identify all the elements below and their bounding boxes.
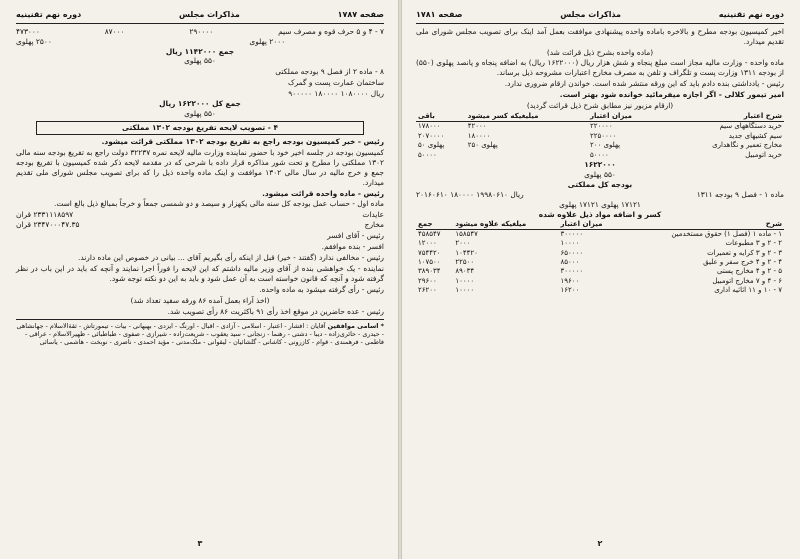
table-cell: ۸۹۰۳۴	[455, 267, 475, 276]
item-value-c: ۴۷۳۰۰۰	[16, 26, 40, 36]
column-header: میزان اعتبار	[559, 220, 623, 230]
table-cell: ۱۰۰۰۰	[455, 286, 475, 295]
left-session-label: دوره نهم تقنینیه	[16, 10, 82, 19]
right-session-label: دوره نهم تقنینیه	[718, 10, 784, 19]
table-row	[416, 132, 784, 141]
table-row	[416, 239, 784, 248]
table-cell: ۵ - ۲ و ۴ مخارج پستی	[716, 267, 782, 276]
grand-total-pahlavi: ۵۵۰ پهلوی	[184, 109, 216, 119]
table-header-row	[416, 112, 784, 122]
table-cell: ۱۸۰۰۰۰	[467, 131, 491, 140]
table-cell: ۳ - ۲ و ۳ کرایه و تعمیرات	[707, 248, 782, 257]
table-cell: ۲۲۰۰۰۰	[590, 122, 613, 131]
table-total-pahlavi: ۵۵۰ پهلوی	[584, 169, 616, 179]
column-header: شرح	[623, 220, 784, 230]
paragraph: (ماده واحده بشرح ذیل قرائت شد)	[546, 47, 654, 57]
paragraph: امیر تیمور کلالی - اگر اجازه میفرمائید خوانده شود بهتر است.	[559, 90, 784, 100]
column-header: میلیغیکه کسر میشود	[466, 112, 588, 122]
revenue-label: عایدات	[362, 210, 384, 220]
table-cell: ۴۵۸۵۴۷	[418, 229, 441, 238]
table-cell: خرید اتومبیل	[745, 150, 782, 159]
debate-line: رئیس - عده حاضرین در موقع اخذ رأی ۹۱ باکثریت ۸۶ رأی تصویب شد.	[167, 306, 384, 316]
table-cell: ۱۰۷۵۰۰	[418, 258, 441, 266]
debate-line: رئیس - رأی گرفته میشود به ماده واحده.	[259, 284, 384, 294]
table-row	[416, 151, 784, 160]
table-cell: ۳۰۰۰۰۰	[560, 229, 584, 238]
left-item-row	[16, 27, 384, 37]
item-value-c: ۲۵۰۰ پهلوی	[16, 36, 52, 46]
table-cell: ۲۰۷۰۰۰۰	[418, 131, 445, 140]
expense-value: ۲۳۴۷۰۰۰۴۷.۳۵ قران	[16, 220, 80, 230]
paragraph: رئیس - خبر کمیسیون بودجه راجع به تفریغ بودجه ۱۳۰۲ مملکتی قرائت میشود.	[101, 136, 384, 146]
table-row	[416, 249, 784, 258]
table-cell: ۴ - ۲ و ۴ خرج سفر و علیق	[703, 258, 782, 266]
right-page-number-label: صفحه ۱۷۸۱	[416, 10, 463, 19]
table2-title: کسر و اضافه مواد ذیل علاوه شده	[538, 209, 662, 219]
table-cell: ۲۲۵۰۰	[455, 258, 475, 266]
paragraph: اخیر کمیسیون بودجه مطرح و بالاخره باماده واحده پیشنهادی موافقت بعمل آمد اینک برای تصویب مجلس شورای ملی تقدیم میدارد.	[416, 26, 784, 46]
debate-line: (اخذ آراء بعمل آمده ۸۶ ورقه سفید تعداد شد)	[130, 295, 270, 305]
divider	[16, 319, 384, 320]
debate-line: رئیس - مخالفی ندارد (گفتند - خیر) قبل از اینکه رأی بگیریم آقای ... بیانی در خصوص این ماده دارند.	[78, 253, 384, 263]
table-cell: ۶ - ۴ و ۷ مخارج اتومبیل	[712, 276, 782, 285]
table-cell: ۱۰۴۴۲۰	[455, 248, 478, 257]
table-cell: ۲۵۰ پهلوی	[467, 141, 498, 150]
section-8-values: ۹۰۰۰۰۰ ۱۸۰۰۰۰ ۱۰۸۰۰۰۰ ریال	[288, 89, 384, 99]
debate-line: نماینده - یک خواهشی بنده از آقای وزیر مالیه داشتم که این لایحه را فوراً اجرا نمایند و آنچه که باید در این باب در نظر گرفته شود و آنچه که قانون خواسته است به آن عمل شود و باید به این دو نکته توجه شود.	[16, 264, 384, 283]
item-value-a: ۲۰۰۰ پهلوی	[249, 36, 286, 46]
table-row	[416, 122, 784, 132]
table-row	[416, 141, 784, 150]
table-cell: ۸۵۰۰۰	[560, 258, 580, 266]
paragraph: رئیس - یادداشتی بنده دادم باید که این ورقه منتشر شده است. خواندن ارقام ضروری ندارد.	[504, 79, 784, 89]
section-8-values-row	[16, 89, 384, 99]
table-cell: مخارج تعمیر و نگاهداری	[712, 141, 782, 150]
table-cell: ۱۶۲۰۰	[560, 286, 580, 295]
paragraph: رئیس - ماده واحده قرائت میشود.	[262, 188, 384, 198]
table-cell: ۱۲۰۰۰	[418, 239, 437, 248]
expense-row	[16, 220, 384, 230]
table-cell: خرید دستگاههای سیم	[719, 122, 782, 131]
left-item-row	[16, 37, 384, 47]
debate-line: رئیس - آقای افسر	[327, 231, 384, 241]
table-cell: ۱۰۰۰۰	[560, 239, 580, 248]
supporters-list	[16, 322, 384, 347]
table-cell: ۴۲۰۰۰	[467, 122, 487, 131]
right-page-title: مذاکرات مجلس	[560, 10, 622, 19]
right-page	[406, 6, 794, 554]
budget-pahlavi: ۱۷۱۲۱ پهلوی ۱۷۱۲۱ پهلوی	[559, 199, 641, 209]
table-cell: ۱ - ماده ۱ (فصل ۱) حقوق مستخدمین	[671, 229, 782, 238]
table-cell: ۶۵۰۰۰۰	[560, 248, 584, 257]
left-page-number-label: صفحه ۱۷۸۷	[337, 10, 384, 19]
expense-label: مخارج	[364, 220, 384, 230]
section-heading-box: ۴ - تصویب لایحه تفریغ بودجه ۱۳۰۲ مملکتی	[36, 121, 364, 135]
table-cell: ۲۲۵۰۰۰۰	[590, 131, 617, 140]
budget-values: ۲۰۱۶۰۶۱۰ ۱۸۰۰۰۰ ۱۹۹۸۰۶۱۰ ریال	[416, 189, 524, 199]
right-page-footer-number: ۲	[597, 539, 603, 549]
table-cell: ۷ - ۱۰ و ۱۱ اثاثیه اداری	[714, 286, 782, 295]
additions-table	[416, 220, 784, 296]
page-gutter	[398, 0, 402, 559]
table-cell: ۱۹۶۰۰	[560, 276, 580, 285]
supporters-title: * اسامی موافقین	[327, 321, 384, 330]
table-cell: ۷۵۴۴۲۰	[418, 248, 441, 257]
table-row	[416, 277, 784, 286]
sum-line: جمع ۱۱۴۲۰۰۰ ریال	[165, 46, 235, 56]
left-page-title: مذاکرات مجلس	[179, 10, 240, 19]
table-cell: ۲۹۶۰۰	[418, 276, 437, 285]
column-header: باقی	[416, 112, 466, 122]
left-page-header	[16, 10, 384, 24]
table-cell: ۱۷۸۰۰۰	[418, 122, 441, 131]
grand-total: جمع کل ۱۶۲۲۰۰۰ ریال	[159, 99, 241, 109]
sum-line-pahlavi: ۵۵۰ پهلوی	[184, 56, 216, 66]
table-cell: ۲۶۲۰۰	[418, 286, 437, 295]
right-page-header	[416, 10, 784, 24]
table-cell	[466, 151, 588, 160]
paragraph: (ارقام مزبور نیز مطابق شرح ذیل قرائت گردید)	[526, 101, 674, 111]
item-value-b: ۸۷۰۰۰	[104, 26, 125, 36]
debate-line: افسر - بنده موافقم.	[321, 242, 384, 252]
left-page-footer-number: ۳	[197, 539, 203, 549]
table-cell: ۵۰ پهلوی	[418, 141, 445, 150]
table-cell: ۲۰۰ پهلوی	[590, 141, 621, 150]
table-cell: ۲ - ۲ و ۳ مطبوعات	[725, 239, 782, 248]
supporters-names: آقایان : افشار - اعتبار - اسلامی - آزادی - اقبال - اورنگ - ایزدی - بهبهانی - بیات - تیمورتاش - ثقةالاسلام - جهانشاهی - حیدری - حائری‌زاده - دیبا - دشتی - رهنما - زنجانی - سید یعقوب - شریعت‌زاده - شیرازی - صفوی - طباطبائی - ظهیرالاسلام - عراقی - فاطمی - فرهمندی - قوام - کازرونی - کاشانی - گلشائیان - لیقوانی - ملک‌مدنی - مؤید احمدی - ناصری - نوبخت - هاشمی - یاسائی	[16, 321, 384, 347]
table-cell: ۳۸۹۰۳۴	[418, 267, 441, 276]
table-header-row	[416, 220, 784, 230]
section-8-heading: ۸ - ماده ۲ از فصل ۹ بودجه مملکتی	[275, 67, 384, 77]
column-header: شرح اعتبار	[663, 112, 784, 122]
table-row	[416, 229, 784, 239]
table-cell: ۱۵۸۵۴۷	[455, 229, 478, 238]
left-page	[6, 6, 394, 554]
column-header: میزان اعتبار	[588, 112, 663, 122]
table-row	[416, 258, 784, 267]
item-value-a: ۲۹۰۰۰۰	[189, 26, 214, 36]
budget-row	[416, 190, 784, 200]
table-total: ۱۶۲۲۰۰۰	[584, 159, 616, 169]
budget-title: بودجه کل مملکتی	[567, 179, 633, 189]
paragraph: کمیسیون بودجه در جلسه اخیر خود با حضور نماینده وزارت مالیه لایحه نمره ۳۲۲۳۷ دولت راجع به تفریغ بودجه سنه مالی ۱۳۰۲ مملکتی را مطرح و تحت شور مذاکره قرار داده با شرحی که در مقدمه لایحه ذکر شده کمیسیون با تفریغ بودجه جمع و خرج مالیه در سال مالی ۱۳۰۲ موافقت و اینک ماده واحده ذیل را که برای تصویب مجلس شورای ملی تقدیم میدارد.	[16, 147, 384, 187]
item-label: ۷ - ۴ و ۵ حرف قوه و مصرف سیم	[278, 26, 384, 36]
table-cell: سیم کشیهای جدید	[728, 131, 782, 140]
allocation-table	[416, 112, 784, 160]
table-cell: ۵۰۰۰۰	[590, 150, 609, 159]
paragraph: ماده اول - حساب عمل بودجه کل سنه مالی یکهزار و سیصد و دو شمسی جمعاً و خرجاً بمبالغ ذیل بالغ است.	[54, 199, 384, 209]
column-header: میلغیکه علاوه میشود	[453, 220, 558, 230]
table-cell: ۵۰۰۰۰	[418, 150, 437, 159]
section-8-sub: ساختمان عمارت پست و گمرک	[287, 78, 384, 88]
table-cell: ۱۰۰۰۰	[455, 276, 475, 285]
budget-line: ماده ۱ - فصل ۹ بودجه ۱۳۱۱	[696, 189, 784, 199]
column-header: جمع	[416, 220, 453, 230]
table-cell: ۳۰۰۰۰۰	[560, 267, 584, 276]
paragraph: ماده واحده - وزارت مالیه مجاز است مبلغ پنجاه و شش هزار ریال (۱۶۲۲۰۰۰ ریال) به اضافه پنجاه و پانصد پهلوی (۵۵۰) از بودجه ۱۳۱۱ وزارت پست و تلگراف و تلفن به مصرف مخارج اعتبارات مشروحه ذیل برساند.	[416, 58, 784, 78]
revenue-row	[16, 210, 384, 220]
table-row	[416, 267, 784, 276]
table-row	[416, 286, 784, 295]
table-cell: ۲۰۰۰	[455, 239, 471, 248]
revenue-value: ۲۳۳۱۱۱۸۵۹۷ قران	[16, 210, 74, 220]
